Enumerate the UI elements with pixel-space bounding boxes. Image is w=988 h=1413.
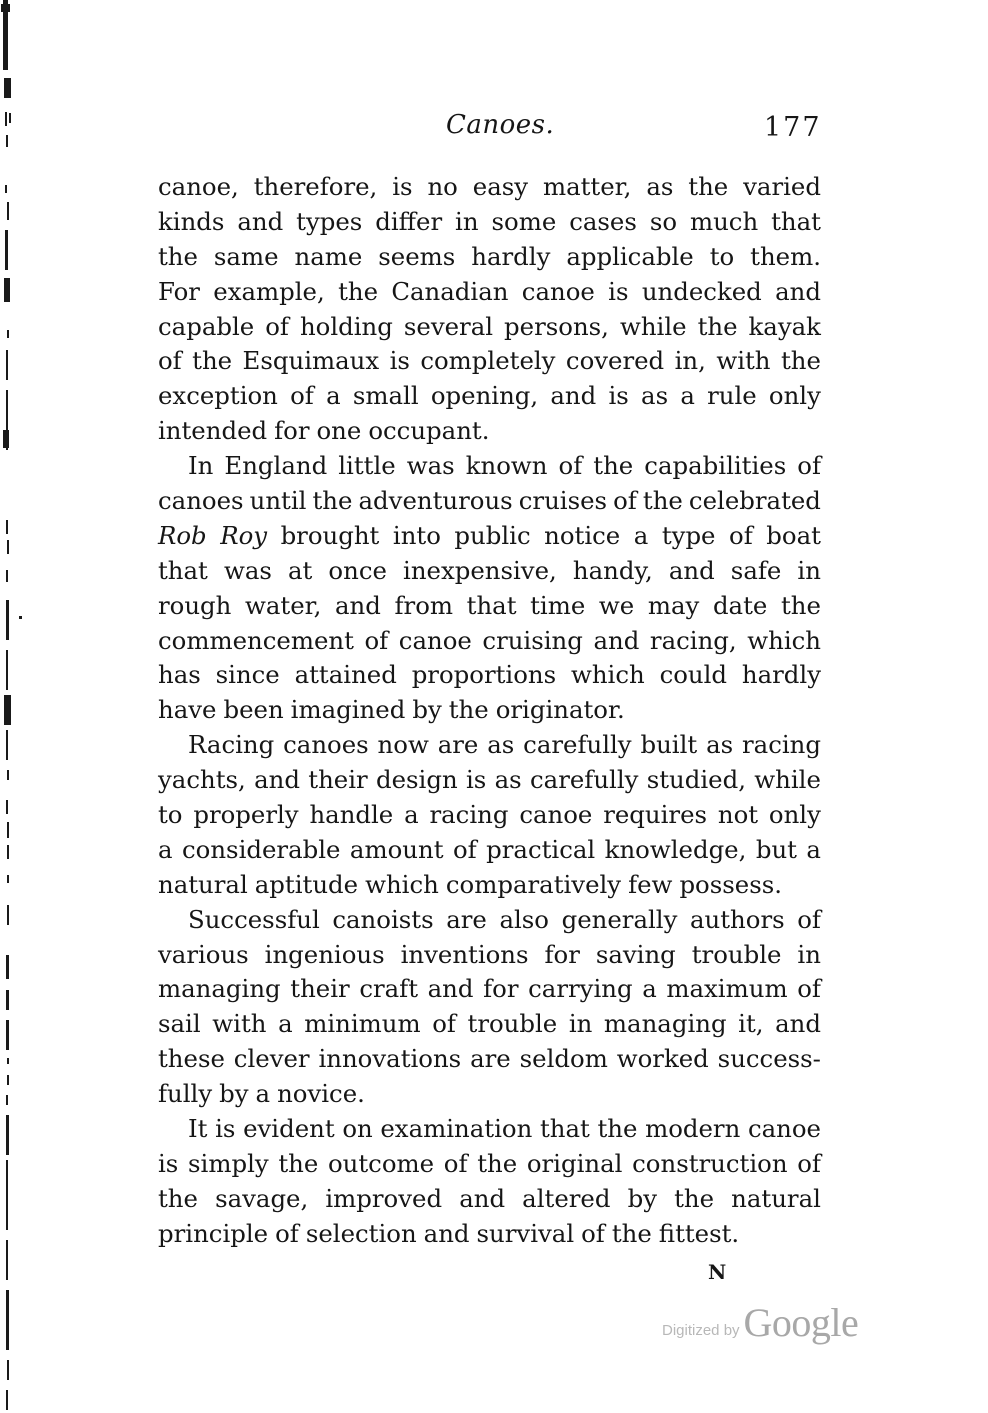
word: example, <box>213 276 325 306</box>
word: as <box>646 172 674 201</box>
text-line <box>158 170 821 205</box>
word: of <box>275 1218 299 1248</box>
word: built <box>640 730 698 760</box>
word: racing <box>742 730 821 760</box>
word: undecked <box>641 276 762 306</box>
word: of <box>558 451 583 481</box>
word: several <box>403 311 494 341</box>
word: and <box>668 555 715 585</box>
word: few <box>628 869 673 899</box>
word: fully <box>158 1079 213 1109</box>
word: in, <box>674 346 706 376</box>
word: as <box>494 765 522 795</box>
word: some <box>491 206 557 236</box>
word: are <box>446 904 487 934</box>
word: imagined <box>290 695 406 725</box>
word: generally <box>561 904 678 934</box>
text-line <box>158 728 821 763</box>
word: and <box>593 625 640 655</box>
word: a <box>158 834 173 864</box>
word: differ <box>375 206 443 236</box>
word: design <box>375 765 458 795</box>
paragraph <box>158 1112 821 1252</box>
word: covered <box>565 346 665 376</box>
word: is <box>215 1114 236 1144</box>
word: clever <box>233 1044 310 1074</box>
word: rule <box>707 381 757 411</box>
word: are <box>437 730 479 760</box>
word: the <box>688 172 729 201</box>
word: that <box>466 590 517 620</box>
text-line <box>158 449 821 484</box>
page-number: 177 <box>764 112 822 143</box>
word: of <box>265 311 289 341</box>
word: date <box>712 590 768 620</box>
text-line <box>158 658 821 693</box>
word: attained <box>294 660 397 690</box>
text-line <box>158 833 821 868</box>
word: but <box>755 834 797 864</box>
word: examination <box>380 1114 533 1144</box>
text-line <box>158 310 821 345</box>
word: principle <box>158 1218 269 1248</box>
word: the <box>780 346 821 376</box>
text-line <box>158 693 821 728</box>
word: minimum <box>304 1009 421 1039</box>
word: from <box>394 590 454 620</box>
paragraph <box>158 170 821 449</box>
word: was <box>406 451 455 481</box>
word: the <box>642 486 683 516</box>
word: was <box>223 555 272 585</box>
word: may <box>647 590 700 620</box>
word: and <box>423 1218 470 1248</box>
word: name <box>294 241 363 271</box>
text-line <box>158 798 821 833</box>
word: and <box>254 765 300 795</box>
word: once <box>328 555 387 585</box>
word: a <box>633 520 649 550</box>
word: type <box>661 520 716 550</box>
word: Esquimaux <box>242 346 380 376</box>
text-line <box>158 1217 821 1252</box>
word: saving <box>595 939 676 969</box>
word: authors <box>690 904 785 934</box>
word: is <box>608 381 629 411</box>
word: we <box>598 590 635 620</box>
word: celebrated <box>688 486 821 516</box>
word: is <box>158 1148 179 1178</box>
word: a <box>642 974 657 1004</box>
word: notice <box>544 520 621 550</box>
word: and <box>775 1009 821 1039</box>
word: hardly <box>471 241 551 271</box>
word: natural <box>158 869 248 899</box>
word: evident <box>243 1114 335 1144</box>
body-text <box>158 170 821 1252</box>
text-line <box>158 554 821 589</box>
word: various <box>158 939 249 969</box>
word: therefore, <box>253 172 378 201</box>
word: managing <box>158 974 281 1004</box>
word: comparatively <box>445 869 622 899</box>
word: known <box>465 451 548 481</box>
word: holding <box>299 311 393 341</box>
word: inexpensive, <box>403 555 557 585</box>
word: and <box>775 276 821 306</box>
text-line <box>158 205 821 240</box>
word: the <box>158 241 198 271</box>
word: brought <box>280 520 380 550</box>
word: of <box>797 904 821 934</box>
word: is <box>392 172 413 201</box>
text-line <box>158 275 821 310</box>
word: seldom <box>519 1044 608 1074</box>
text-line <box>158 903 821 938</box>
word: of <box>290 381 314 411</box>
word: a <box>326 381 341 411</box>
word: of <box>432 1009 456 1039</box>
text-line <box>158 344 821 379</box>
word: at <box>287 555 313 585</box>
word: the <box>697 311 738 341</box>
word: and <box>335 590 381 620</box>
word: as <box>641 381 669 411</box>
word: on <box>342 1114 373 1144</box>
word: canoe <box>521 276 595 306</box>
word: natural <box>731 1183 821 1213</box>
word: one <box>316 416 362 446</box>
word: original <box>526 1148 623 1178</box>
text-line <box>158 484 821 519</box>
word: in <box>568 1009 593 1039</box>
word: safe <box>730 555 782 585</box>
word: improved <box>325 1183 443 1213</box>
text-line <box>158 379 821 414</box>
word: now <box>377 730 429 760</box>
word: worked <box>616 1044 709 1074</box>
word: survival <box>476 1218 575 1248</box>
word: canoes <box>283 730 369 760</box>
word: modern <box>645 1114 741 1144</box>
word: which <box>570 660 645 690</box>
word: capabilities <box>644 451 787 481</box>
word: varied <box>743 172 821 201</box>
word: innovations <box>318 1044 462 1074</box>
text-line <box>158 1077 821 1112</box>
word: has <box>158 660 201 690</box>
word: as <box>706 730 734 760</box>
word: commencement <box>158 625 354 655</box>
text-line <box>158 519 821 554</box>
word: requires <box>603 800 708 830</box>
word: In <box>188 451 214 481</box>
digitized-watermark <box>662 1300 858 1346</box>
word: of <box>797 974 821 1004</box>
word: the <box>597 1114 638 1144</box>
word: of <box>443 1148 468 1178</box>
word: the <box>312 486 353 516</box>
text-line <box>158 1007 821 1042</box>
word: of <box>581 1218 605 1248</box>
paragraph <box>158 728 821 902</box>
word: altered <box>522 1183 611 1213</box>
word: fittest. <box>658 1218 740 1248</box>
text-line <box>158 240 821 275</box>
text-line <box>158 1147 821 1182</box>
word: water, <box>245 590 322 620</box>
word: is <box>389 346 410 376</box>
text-line <box>158 589 821 624</box>
word: the <box>674 1183 715 1213</box>
word: of <box>364 625 389 655</box>
word: same <box>213 241 279 271</box>
word: that <box>158 555 208 585</box>
word: the <box>158 1183 198 1213</box>
text-line <box>158 414 821 449</box>
word: in <box>797 939 821 969</box>
text-line <box>158 1112 821 1147</box>
word: the <box>780 590 821 620</box>
word: racing <box>429 800 509 830</box>
word: since <box>215 660 280 690</box>
word: in <box>797 555 821 585</box>
word: For <box>158 276 200 306</box>
word: of <box>613 486 637 516</box>
word: yachts, <box>158 765 246 795</box>
watermark-prefix: Digitized by <box>662 1322 740 1339</box>
word: completely <box>420 346 556 376</box>
page-header <box>0 108 988 152</box>
word: not <box>717 800 759 830</box>
word: to <box>158 800 183 830</box>
word: for <box>544 939 580 969</box>
word: properly <box>193 800 299 830</box>
word: selection <box>305 1218 417 1248</box>
word: savage, <box>215 1183 309 1213</box>
word: Canadian <box>391 276 509 306</box>
word: these <box>158 1044 225 1074</box>
word: until <box>249 486 307 516</box>
word: time <box>530 590 586 620</box>
text-line <box>158 1182 821 1217</box>
word: canoe <box>398 625 472 655</box>
word: the <box>611 1218 652 1248</box>
word: novice. <box>277 1079 365 1109</box>
word: little <box>338 451 396 481</box>
word: Rob <box>158 520 207 550</box>
word: while <box>619 311 687 341</box>
word: no <box>427 172 458 201</box>
word: been <box>223 695 284 725</box>
word: that <box>771 206 821 236</box>
word: cruises <box>518 486 608 516</box>
word: carefully <box>523 730 632 760</box>
word: sail <box>158 1009 201 1039</box>
word: it, <box>738 1009 764 1039</box>
word: and <box>237 206 284 236</box>
word: of <box>797 1148 821 1178</box>
word: handy, <box>572 555 653 585</box>
word: carefully <box>530 765 639 795</box>
text-line <box>158 868 821 903</box>
word: as <box>487 730 515 760</box>
word: them. <box>750 241 821 271</box>
word: canoe <box>519 800 593 830</box>
word: Roy <box>220 520 268 550</box>
word: trouble <box>691 939 782 969</box>
word: ingenious <box>264 939 385 969</box>
word: the <box>338 276 379 306</box>
word: for <box>483 974 519 1004</box>
word: persons, <box>504 311 609 341</box>
paragraph <box>158 903 821 1112</box>
word: matter, <box>542 172 632 201</box>
word: the <box>192 346 233 376</box>
word: construction <box>632 1148 788 1178</box>
word: easy <box>472 172 529 201</box>
text-line <box>158 938 821 973</box>
word: practical <box>486 834 596 864</box>
word: that <box>539 1114 590 1144</box>
word: kinds <box>158 206 225 236</box>
paragraph <box>158 449 821 728</box>
word: for <box>274 416 310 446</box>
word: aptitude <box>254 869 359 899</box>
word: types <box>296 206 363 236</box>
word: proportions <box>411 660 557 690</box>
word: and <box>550 381 597 411</box>
word: small <box>352 381 419 411</box>
word: are <box>470 1044 511 1074</box>
watermark-brand: Google <box>743 1300 859 1345</box>
word: while <box>754 765 821 795</box>
word: studied, <box>646 765 746 795</box>
word: handle <box>309 800 394 830</box>
word: so <box>649 206 678 236</box>
word: is <box>608 276 629 306</box>
word: exception <box>158 381 278 411</box>
word: canoes <box>158 486 244 516</box>
word: by <box>219 1079 249 1109</box>
word: simply <box>188 1148 269 1178</box>
word: opening, <box>430 381 539 411</box>
word: the <box>448 695 489 725</box>
word: of <box>797 451 821 481</box>
text-line <box>158 624 821 659</box>
word: of <box>729 520 753 550</box>
text-line <box>158 1042 821 1077</box>
word: the <box>593 451 634 481</box>
word: and <box>459 1183 506 1213</box>
word: with <box>212 1009 267 1039</box>
word: intended <box>158 416 268 446</box>
word: outcome <box>327 1148 435 1178</box>
word: success- <box>717 1044 821 1074</box>
word: managing <box>603 1009 727 1039</box>
word: which <box>365 869 439 899</box>
word: could <box>659 660 728 690</box>
word: a <box>278 1009 293 1039</box>
binding-edge-artifact <box>0 0 40 1413</box>
word: by <box>412 695 442 725</box>
word: capable <box>158 311 255 341</box>
word: rough <box>158 590 232 620</box>
word: adventurous <box>358 486 513 516</box>
word: canoe, <box>158 172 239 201</box>
word: canoe <box>747 1114 821 1144</box>
word: a <box>680 381 695 411</box>
word: knowledge, <box>604 834 747 864</box>
word: maximum <box>666 974 788 1004</box>
word: to <box>709 241 735 271</box>
word: is <box>465 765 487 795</box>
word: the <box>278 1148 319 1178</box>
word: of <box>158 346 182 376</box>
word: public <box>454 520 531 550</box>
word: seems <box>378 241 456 271</box>
word: which <box>747 625 821 655</box>
word: much <box>689 206 759 236</box>
word: applicable <box>566 241 694 271</box>
word: boat <box>766 520 821 550</box>
word: carrying <box>528 974 633 1004</box>
word: a <box>404 800 419 830</box>
word: It <box>188 1114 208 1144</box>
word: canoists <box>332 904 434 934</box>
word: Racing <box>188 730 275 760</box>
word: inventions <box>400 939 529 969</box>
word: their <box>308 765 368 795</box>
word: the <box>477 1148 518 1178</box>
word: only <box>768 800 821 830</box>
word: trouble <box>467 1009 558 1039</box>
word: kayak <box>748 311 821 341</box>
word: originator. <box>495 695 625 725</box>
word: and <box>427 974 474 1004</box>
word: possess. <box>679 869 782 899</box>
word: also <box>499 904 549 934</box>
word: occupant. <box>368 416 490 446</box>
word: craft <box>359 974 419 1004</box>
word: have <box>158 695 217 725</box>
word: amount <box>349 834 444 864</box>
running-title: Canoes. <box>446 110 555 140</box>
printer-signature-mark: N <box>708 1260 727 1284</box>
word: Successful <box>188 904 320 934</box>
text-line <box>158 763 821 798</box>
word: England <box>224 451 328 481</box>
word: considerable <box>182 834 341 864</box>
word: in <box>455 206 479 236</box>
word: by <box>627 1183 657 1213</box>
word: cruising <box>482 625 583 655</box>
word: of <box>452 834 477 864</box>
word: a <box>806 834 821 864</box>
word: into <box>392 520 441 550</box>
word: with <box>716 346 771 376</box>
word: hardly <box>741 660 821 690</box>
word: only <box>768 381 821 411</box>
word: a <box>255 1079 271 1109</box>
word: their <box>290 974 350 1004</box>
word: cases <box>569 206 637 236</box>
text-line <box>158 972 821 1007</box>
word: racing, <box>649 625 737 655</box>
